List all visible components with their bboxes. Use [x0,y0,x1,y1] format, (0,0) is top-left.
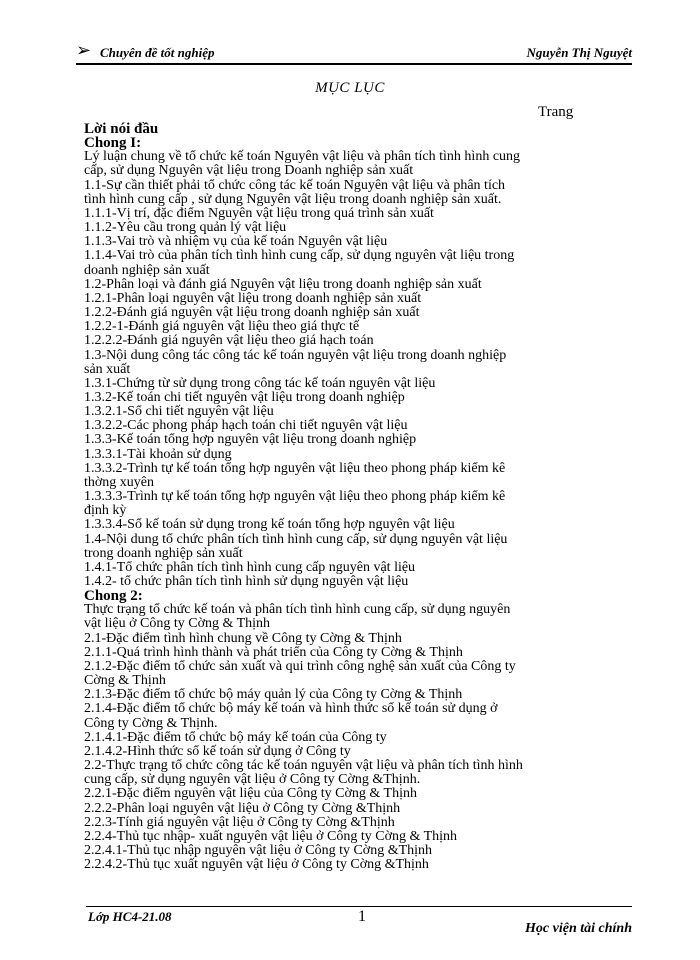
toc-entry: Lý luận chung về tổ chức kế toán Nguyên vật liệu và phân tích tình hình cung cấp, sử dụng Nguyên vật liệu trong Doanh nghiệp sản xuất [84,149,521,179]
toc-entry: 1.3.3.3-Trình tự kế toán tổng hợp nguyên vật liệu theo phong pháp kiểm kê định kỳ [84,489,506,519]
toc-entry: 1.3-Nội dung công tác công tác kế toán nguyên vật liệu trong doanh nghiệp sản xuất [84,347,507,377]
toc-entry: 1.3.3.4-Sổ kế toán sử dụng trong kế toán tổng hợp nguyên vật liệu [84,517,455,533]
table-of-contents [84,122,524,872]
page-footer [86,906,632,942]
toc-entry: 1.3.2.2-Các phong pháp hạch toán chi tiết nguyên vật liệu [84,418,408,434]
toc-entry: 1.4-Nội dung tổ chức phân tích tình hình cung cấp, sử dụng nguyên vật liệu trong doanh nghiệp sản xuất [84,531,508,561]
toc-entry: 2.1.3-Đặc điểm tổ chức bộ máy quản lý của Công ty Cờng & Thịnh [84,687,463,703]
toc-entry: 2.2.4-Thủ tục nhập- xuất nguyên vật liệu ở Công ty Cờng & Thịnh [84,828,458,844]
toc-entry: 1.3.2-Kế toán chi tiết nguyên vật liệu trong doanh nghiệp [84,389,405,405]
toc-entry: 1.3.3.2-Trình tự kế toán tổng hợp nguyên vật liệu theo phong pháp kiểm kê thờng xuyên [84,460,506,490]
toc-entry: 1.3.3-Kế toán tổng hợp nguyên vật liệu trong doanh nghiệp [84,432,417,448]
toc-entry: 2.1-Đặc điểm tình hình chung về Công ty Cờng & Thịnh [84,630,402,646]
toc-entry: 2.1.2-Đặc điểm tổ chức sản xuất và qui trình công nghệ sản xuất của Công ty Cờng & Thịnh [84,658,516,689]
page-column-label: Trang [538,104,574,120]
page-title: MỤC LỤC [315,80,385,96]
header-right-text: Nguyễn Thị Nguyệt [526,45,632,60]
toc-entry: 1.4.2- tổ chức phân tích tình hình sử dụng nguyên vật liệu [84,574,409,589]
toc-entry: 1.2.2-1-Đánh giá nguyên vật liệu theo giá thực tế [84,319,360,335]
toc-entry: 1.2-Phân loại và đánh giá Nguyên vật liệu trong doanh nghiệp sản xuất [84,276,482,292]
toc-entry: 2.2.4.2-Thủ tục xuất nguyên vật liệu ở Công ty Cờng &Thịnh [84,857,429,873]
footer-right-text: Học viện tài chính [525,921,632,936]
toc-entry: 2.2.4.1-Thủ tục nhập nguyên vật liệu ở Công ty Cờng &Thịnh [84,842,433,858]
arrow-icon: ➢ [76,40,92,60]
page-header [76,40,632,64]
page-number: 1 [358,908,366,925]
toc-entry: 2.1.1-Quá trình hình thành và phát triển của Công ty Cờng & Thịnh [84,644,463,660]
toc-entry: 1.1-Sự cần thiết phải tổ chức công tác kế toán Nguyên vật liệu và phân tích tình hình cung cấp , sử dụng Nguyên vật liệu trong doanh nghiệp sản xuất. [84,177,506,207]
toc-entry: 1.1.4-Vai trò của phân tích tình hình cung cấp, sử dụng nguyên vật liệu trong doanh nghiệp sản xuất [84,248,515,278]
toc-entry: 1.3.3.1-Tài khoản sử dụng [84,446,232,462]
toc-entry: 2.2.3-Tính giá nguyên vật liệu ở Công ty Cờng &Thịnh [84,814,395,830]
toc-preface: Lời nói đầu [84,121,159,137]
footer-rule [86,906,632,907]
toc-chapter-1: Chong I: [84,135,142,152]
toc-entry: 1.2.2-Đánh giá nguyên vật liệu trong doanh nghiệp sản xuất [84,305,420,321]
toc-entry: 1.2.1-Phân loại nguyên vật liệu trong doanh nghiệp sản xuất [84,290,422,306]
toc-entry: 1.1.3-Vai trò và nhiệm vụ của kế toán Nguyên vật liệu [84,234,388,250]
toc-entry: 2.2.1-Đặc điểm nguyên vật liệu của Công ty Cờng & Thịnh [84,786,417,802]
toc-entry: 1.3.2.1-Sổ chi tiết nguyên vật liệu [84,404,274,420]
toc-entry: 2.2.2-Phân loại nguyên vật liệu ở Công ty Cờng &Thịnh [84,800,401,816]
toc-entry: 1.4.1-Tổ chức phân tích tình hình cung cấp nguyên vật liệu [84,559,416,575]
toc-entry: 1.2.2.2-Đánh giá nguyên vật liệu theo giá hạch toán [84,333,374,349]
toc-entry: 1.1.2-Yêu cầu trong quản lý vật liệu [84,220,287,236]
toc-chapter-2: Chong 2: [84,588,143,605]
toc-entry: 2.1.4-Đặc điểm tổ chức bộ máy kế toán và hình thức sổ kế toán sử dụng ở Công ty Cờng & Thịnh. [84,701,498,731]
toc-entry: 2.2-Thực trạng tổ chức công tác kế toán nguyên vật liệu và phân tích tình hình cung cấp, sử dụng nguyên vật liệu ở Công ty Cờng &Thịnh. [84,758,523,788]
toc-entry: Thực trạng tổ chức kế toán và phân tích tình hình cung cấp, sử dụng nguyên vật liệu ở Công ty Cờng & Thịnh [84,602,511,632]
toc-entry: 2.1.4.1-Đặc điểm tổ chức bộ máy kế toán của Công ty [84,729,387,745]
toc-entry: 2.1.4.2-Hình thức sổ kế toán sử dụng ở Công ty [84,743,351,759]
header-left-text: Chuyên đề tốt nghiệp [100,45,215,60]
toc-entry: 1.3.1-Chứng từ sử dụng trong công tác kế toán nguyên vật liệu [84,375,436,391]
header-rule [76,63,632,65]
footer-left-text: Lớp HC4-21.08 [88,909,172,924]
toc-entry: 1.1.1-Vị trí, đặc điểm Nguyên vật liệu trong quá trình sản xuất [84,205,434,221]
